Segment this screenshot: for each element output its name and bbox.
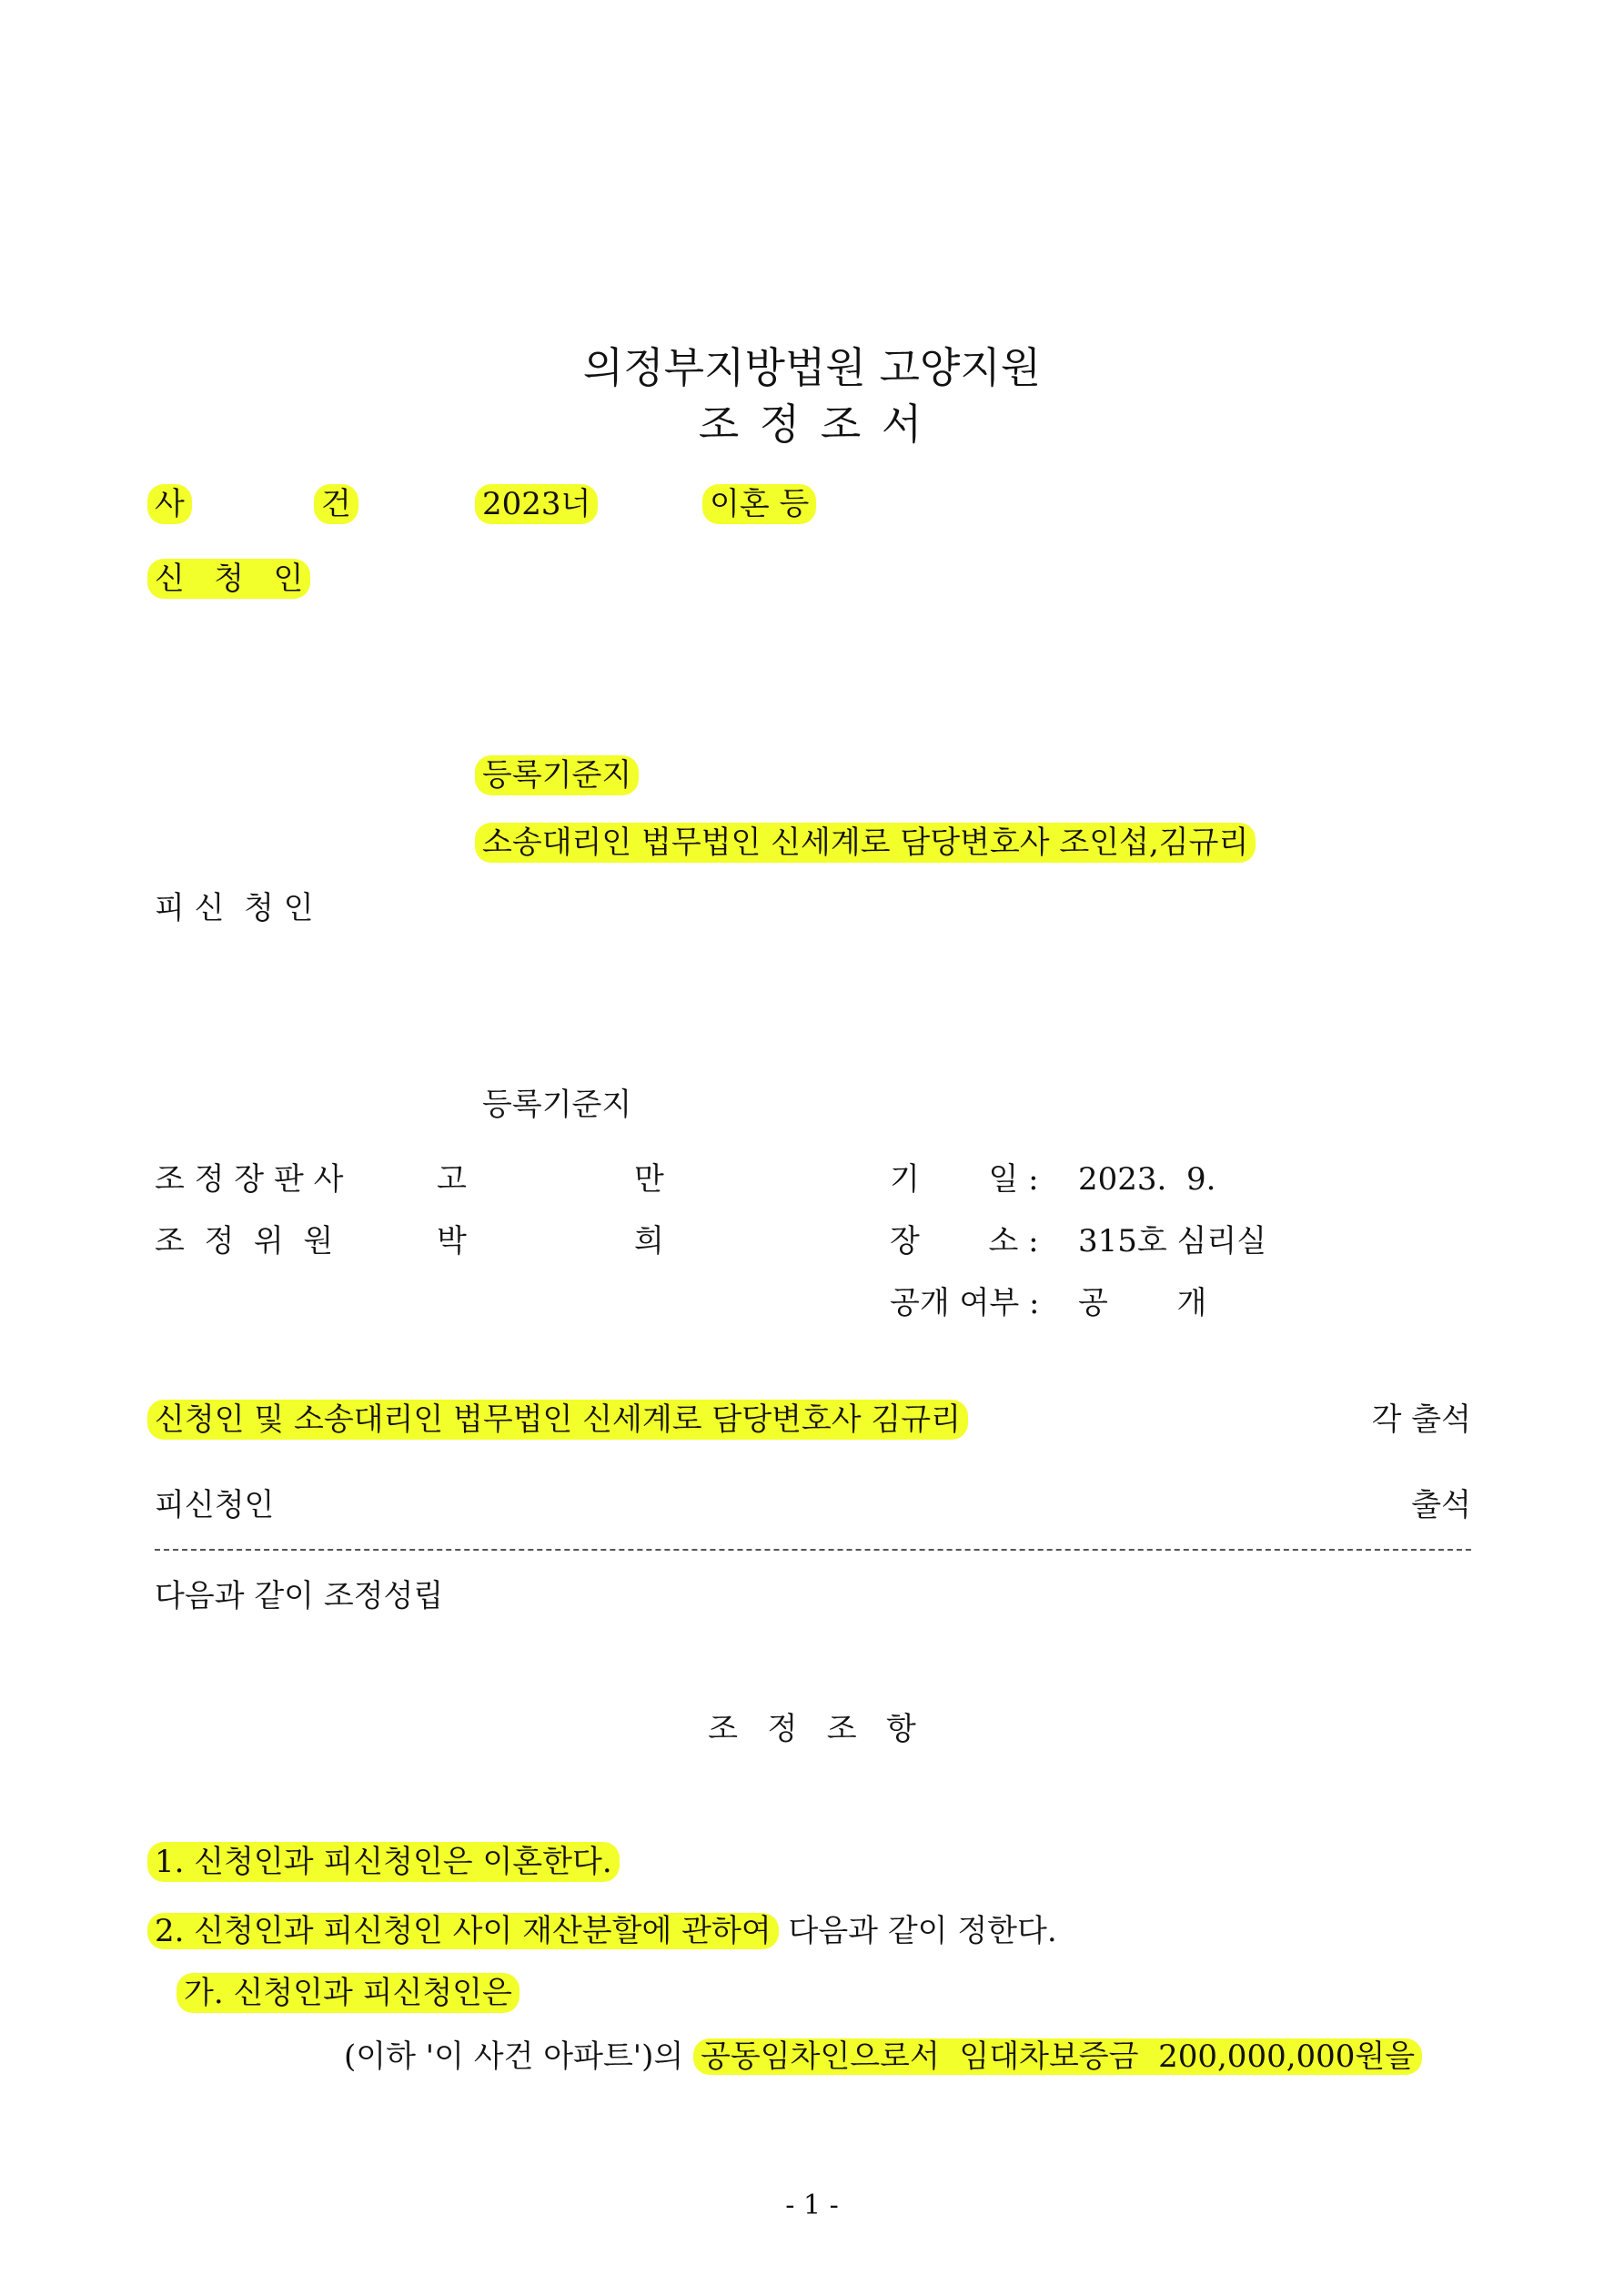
applicant-registry: 등록기준지	[475, 755, 639, 795]
respondent-label: 피 신 청 인	[155, 890, 314, 926]
attendance-row2-text: 피신청인	[155, 1487, 275, 1523]
clause-2a-detail	[344, 2037, 1422, 2077]
page-number: - 1 -	[785, 2190, 839, 2221]
chief-judge-name-first: 고	[437, 1161, 467, 1198]
place-value: 315호 심리실	[1078, 1223, 1267, 1259]
applicant-attorney: 소송대리인 법무법인 신세계로 담당변호사 조인섭,김규리	[475, 823, 1256, 863]
case-name: 이혼 등	[702, 484, 816, 524]
applicant-label: 신 청 인	[147, 559, 310, 599]
document-title: 조 정 조 서	[698, 400, 926, 449]
section-title: 조 정 조 항	[708, 1711, 916, 1747]
case-label-sa: 사	[147, 484, 192, 524]
date-value: 2023. 9.	[1078, 1161, 1216, 1198]
dashed-divider	[155, 1549, 1471, 1551]
place-label: 장 소 :	[890, 1223, 1039, 1259]
chief-judge-name-last: 만	[634, 1161, 664, 1198]
clause-2-rest: 다음과 같이 정한다.	[778, 1913, 1057, 1949]
clause-2a-highlight: 공동임차인으로서 임대차보증금 200,000,000원을	[693, 2038, 1422, 2075]
clause-2a: 가. 신청인과 피신청인은	[177, 1973, 519, 2013]
member-label: 조 정 위 원	[155, 1223, 334, 1259]
clause-2a-prefix: (이하 '이 사건 아파트')의	[344, 2038, 694, 2075]
attendance-row1-text: 신청인 및 소송대리인 법무법인 신세계로 담당변호사 김규리	[147, 1400, 968, 1440]
date-label: 기 일 :	[890, 1161, 1039, 1198]
court-name: 의정부지방법원 고양지원	[582, 343, 1042, 392]
chief-judge-label: 조 정 장 판 사	[155, 1161, 344, 1198]
mediation-established: 다음과 같이 조정성립	[155, 1578, 444, 1614]
clause-1: 1. 신청인과 피신청인은 이혼한다.	[147, 1842, 620, 1882]
public-label: 공개 여부 :	[890, 1285, 1040, 1321]
attendance-row2-status: 출석	[1411, 1487, 1471, 1523]
case-number: 2023너	[475, 484, 598, 524]
clause-2-line	[147, 1911, 1057, 1951]
public-value: 공 개	[1078, 1285, 1207, 1321]
respondent-registry: 등록기준지	[482, 1087, 632, 1123]
case-label-geon: 건	[314, 484, 358, 524]
member-name-first: 박	[437, 1223, 467, 1259]
clause-2-highlight: 2. 신청인과 피신청인 사이 재산분할에 관하여	[147, 1913, 779, 1949]
attendance-row1-status: 각 출석	[1371, 1401, 1471, 1438]
member-name-last: 희	[634, 1223, 664, 1259]
